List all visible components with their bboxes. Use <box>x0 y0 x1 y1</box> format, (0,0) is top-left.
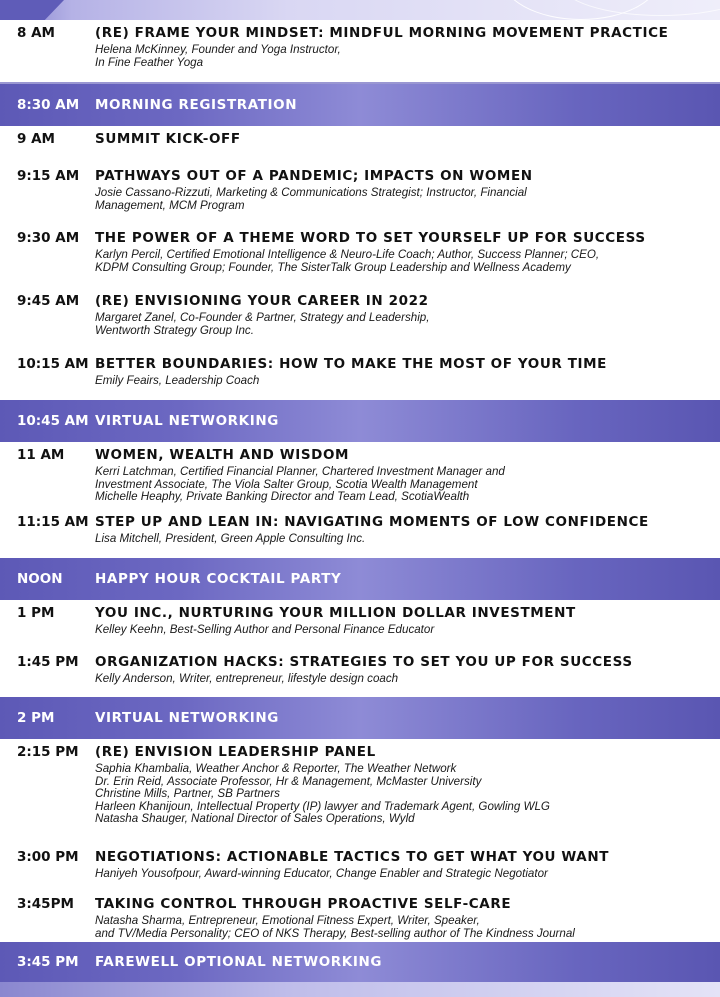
schedule-break-row <box>0 84 720 126</box>
schedule-session-row <box>0 351 720 402</box>
session-title: MORNING REGISTRATION <box>95 97 298 113</box>
speaker-line: Lisa Mitchell, President, Green Apple Consulting Inc. <box>95 532 366 545</box>
session-time: 11 AM <box>17 447 65 463</box>
session-time: 2 PM <box>17 710 55 726</box>
session-time: 8:30 AM <box>17 97 80 113</box>
session-time: 9:15 AM <box>17 168 80 184</box>
session-time: 8 AM <box>17 25 55 41</box>
session-title: THE POWER OF A THEME WORD TO SET YOURSELF UP FOR SUCCESS <box>95 230 646 246</box>
schedule-session-row <box>0 649 720 699</box>
speaker-line: Natasha Sharma, Entrepreneur, Emotional Fitness Expert, Writer, Speaker, <box>95 914 480 927</box>
session-title: PATHWAYS OUT OF A PANDEMIC; IMPACTS ON WOMEN <box>95 168 533 184</box>
speaker-list <box>95 868 548 881</box>
speaker-list <box>95 375 259 388</box>
speaker-line: Karlyn Percil, Certified Emotional Intelligence & Neuro-Life Coach; Author, Success Planner; CEO, <box>95 248 600 261</box>
session-title: YOU INC., NURTURING YOUR MILLION DOLLAR INVESTMENT <box>95 605 576 621</box>
session-title: BETTER BOUNDARIES: HOW TO MAKE THE MOST OF YOUR TIME <box>95 356 607 372</box>
session-time: 11:15 AM <box>17 514 89 530</box>
schedule-session-row <box>0 891 720 944</box>
session-title: VIRTUAL NETWORKING <box>95 413 279 429</box>
schedule-session-row <box>0 844 720 893</box>
session-time: 10:15 AM <box>17 356 89 372</box>
schedule-break-row <box>0 697 720 739</box>
session-time: 3:00 PM <box>17 849 79 865</box>
speaker-list <box>95 763 550 826</box>
session-title: TAKING CONTROL THROUGH PROACTIVE SELF-CARE <box>95 896 512 912</box>
speaker-list <box>95 673 398 686</box>
speaker-list <box>95 44 341 69</box>
schedule-session-row <box>0 126 720 165</box>
speaker-line: and TV/Media Personality; CEO of NKS Therapy, Best-selling author of The Kindness Journal <box>95 926 575 940</box>
speaker-line: Haniyeh Yousofpour, Award-winning Educator, Change Enabler and Strategic Negotiator <box>95 867 548 880</box>
speaker-line: Christine Mills, Partner, SB Partners <box>95 787 280 800</box>
schedule-session-row <box>0 288 720 353</box>
speaker-line: Investment Associate, The Viola Salter Group, Scotia Wealth Management <box>95 477 478 491</box>
session-time: 3:45PM <box>17 896 74 912</box>
speaker-line: Michelle Heaphy, Private Banking Director and Team Lead, ScotiaWealth <box>95 490 470 503</box>
speaker-list <box>95 624 434 637</box>
speaker-list <box>95 466 505 504</box>
session-title: (RE) ENVISION LEADERSHIP PANEL <box>95 744 376 760</box>
speaker-line: Natasha Shauger, National Director of Sales Operations, Wyld <box>95 812 415 825</box>
schedule-session-row <box>0 442 720 511</box>
speaker-line: Kelley Keehn, Best-Selling Author and Personal Finance Educator <box>95 623 435 636</box>
speaker-line: Kelly Anderson, Writer, entrepreneur, lifestyle design coach <box>95 672 399 685</box>
speaker-line: Saphia Khambalia, Weather Anchor & Reporter, The Weather Network <box>95 762 457 775</box>
session-time: 9:30 AM <box>17 230 80 246</box>
session-title: WOMEN, WEALTH AND WISDOM <box>95 447 350 463</box>
session-title: FAREWELL OPTIONAL NETWORKING <box>95 954 383 970</box>
speaker-line: Margaret Zanel, Co-Founder & Partner, Strategy and Leadership, <box>95 311 430 324</box>
schedule-session-row <box>0 600 720 651</box>
speaker-line: Harleen Khanijoun, Intellectual Property (IP) lawyer and Trademark Agent, Gowling WLG <box>95 799 550 813</box>
speaker-line: In Fine Feather Yoga <box>95 55 204 69</box>
speaker-list <box>95 249 599 274</box>
speaker-line: KDPM Consulting Group; Founder, The SisterTalk Group Leadership and Wellness Academy <box>95 260 571 274</box>
speaker-line: Kerri Latchman, Certified Financial Planner, Chartered Investment Manager and <box>95 465 505 478</box>
schedule-session-row <box>0 225 720 290</box>
session-time: NOON <box>17 571 63 587</box>
session-title: (RE) ENVISIONING YOUR CAREER IN 2022 <box>95 293 429 309</box>
session-time: 9 AM <box>17 131 55 147</box>
speaker-list <box>95 533 365 546</box>
speaker-line: Dr. Erin Reid, Associate Professor, Hr & Management, McMaster University <box>95 774 482 788</box>
session-time: 1:45 PM <box>17 654 79 670</box>
speaker-line: Emily Feairs, Leadership Coach <box>95 374 260 387</box>
session-time: 3:45 PM <box>17 954 79 970</box>
schedule-break-row <box>0 942 720 982</box>
session-title: ORGANIZATION HACKS: STRATEGIES TO SET YOU UP FOR SUCCESS <box>95 654 633 670</box>
session-time: 10:45 AM <box>17 413 89 429</box>
session-title: HAPPY HOUR COCKTAIL PARTY <box>95 571 342 587</box>
session-title: STEP UP AND LEAN IN: NAVIGATING MOMENTS OF LOW CONFIDENCE <box>95 514 649 530</box>
schedule-break-row <box>0 400 720 442</box>
schedule-session-row <box>0 739 720 846</box>
session-title: SUMMIT KICK-OFF <box>95 131 241 147</box>
session-time: 2:15 PM <box>17 744 79 760</box>
footer-decoration <box>0 982 720 997</box>
speaker-line: Helena McKinney, Founder and Yoga Instructor, <box>95 43 341 56</box>
schedule-break-row <box>0 558 720 600</box>
session-title: NEGOTIATIONS: ACTIONABLE TACTICS TO GET WHAT YOU WANT <box>95 849 610 865</box>
session-time: 1 PM <box>17 605 55 621</box>
speaker-list <box>95 312 429 337</box>
speaker-line: Management, MCM Program <box>95 198 245 212</box>
session-title: VIRTUAL NETWORKING <box>95 710 279 726</box>
speaker-line: Wentworth Strategy Group Inc. <box>95 323 254 337</box>
schedule-session-row <box>0 509 720 560</box>
speaker-line: Josie Cassano-Rizzuti, Marketing & Communications Strategist; Instructor, Financial <box>95 186 527 199</box>
schedule-session-row <box>0 163 720 227</box>
speaker-list <box>95 187 527 212</box>
session-time: 9:45 AM <box>17 293 80 309</box>
schedule-session-row <box>0 20 720 84</box>
session-title: (RE) FRAME YOUR MINDSET: MINDFUL MORNING MOVEMENT PRACTICE <box>95 25 669 41</box>
speaker-list <box>95 915 575 940</box>
